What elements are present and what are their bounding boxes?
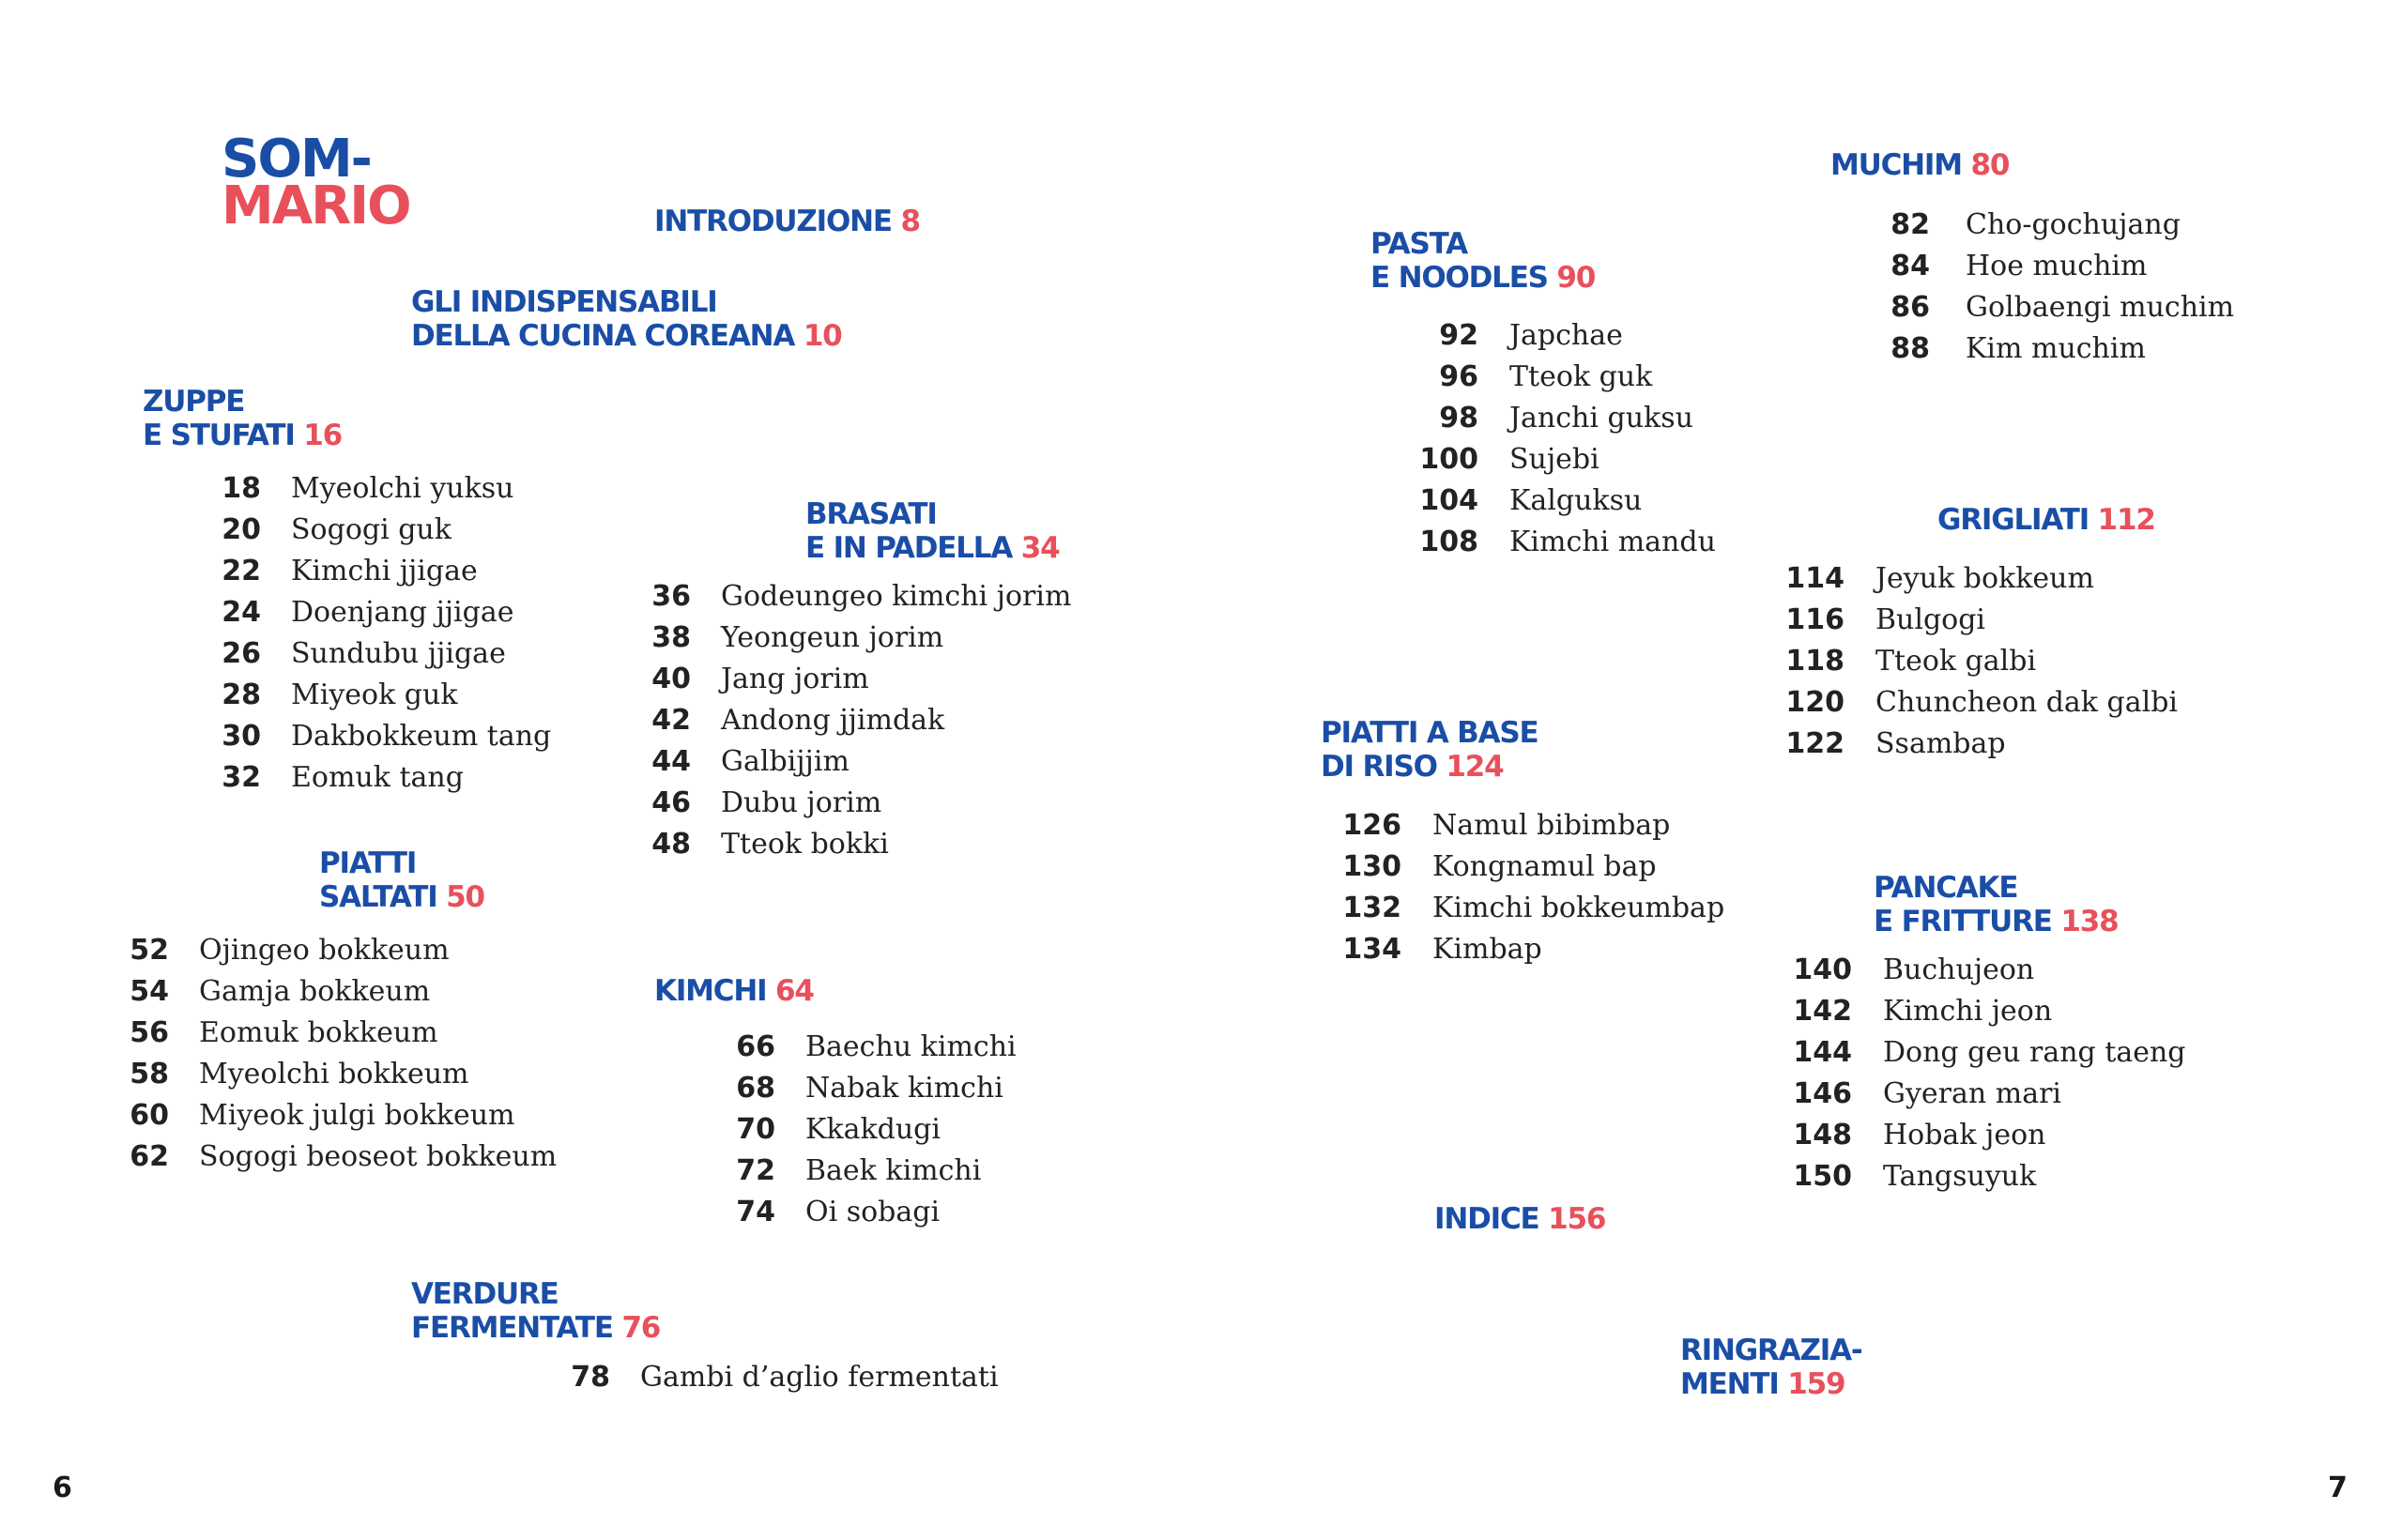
section-label: INTRODUZIONE [654, 205, 892, 238]
recipe-entry[interactable] [186, 513, 551, 555]
section-heading-zuppe[interactable] [143, 385, 342, 452]
recipe-name: Ssambap [1875, 727, 2006, 760]
recipe-name: Ojingeo bokkeum [199, 934, 450, 967]
recipe-entry[interactable] [1298, 809, 1724, 850]
recipe-page-number: 108 [1419, 526, 1478, 558]
recipe-page-number: 24 [222, 596, 261, 629]
section-heading-grigliati[interactable] [1937, 503, 2155, 537]
recipe-name: Gambi d’aglio fermentati [640, 1361, 999, 1394]
recipe-entry[interactable] [94, 1140, 557, 1182]
recipe-name: Sujebi [1509, 443, 1599, 476]
recipe-name: Baek kimchi [805, 1154, 982, 1187]
recipe-entry[interactable] [1375, 443, 1716, 484]
recipe-entry[interactable] [186, 637, 551, 679]
recipe-name: Dubu jorim [721, 786, 882, 819]
recipe-entry[interactable] [186, 720, 551, 761]
recipe-name: Tangsuyuk [1883, 1160, 2037, 1193]
recipe-page-number: 54 [130, 975, 169, 1008]
page-number-left: 6 [53, 1471, 72, 1504]
recipe-entry[interactable] [535, 1361, 999, 1402]
recipe-name: Japchae [1509, 319, 1623, 352]
recipe-page-number: 84 [1890, 250, 1930, 282]
recipe-entry[interactable] [186, 761, 551, 802]
section-page: 156 [1548, 1202, 1606, 1236]
recipe-entry[interactable] [616, 580, 1071, 621]
recipe-entry[interactable] [1749, 953, 2186, 995]
section-label: KIMCHI [654, 974, 767, 1008]
section-page: 8 [900, 205, 920, 238]
recipe-page-number: 104 [1419, 484, 1478, 517]
recipe-entry[interactable] [1827, 208, 2234, 250]
page-title [222, 129, 410, 237]
recipe-page-number: 120 [1785, 686, 1844, 719]
recipe-page-number: 150 [1793, 1160, 1852, 1193]
recipe-name: Hobak jeon [1883, 1119, 2046, 1151]
section-label-line-2: E IN PADELLA [805, 531, 1013, 565]
recipe-page-number: 72 [736, 1154, 775, 1187]
section-page: 80 [1970, 148, 2010, 182]
recipe-name: Dong geu rang taeng [1883, 1036, 2186, 1069]
recipe-page-number: 96 [1439, 360, 1478, 393]
recipe-entry[interactable] [1741, 727, 2178, 769]
recipe-name: Yeongeun jorim [721, 621, 944, 654]
recipe-name: Tteok galbi [1875, 645, 2037, 678]
section-label: MUCHIM [1830, 148, 1962, 182]
recipe-page-number: 142 [1793, 995, 1852, 1028]
recipe-page-number: 20 [222, 513, 261, 546]
recipe-page-number: 86 [1890, 291, 1930, 324]
recipe-entry[interactable] [700, 1030, 1017, 1072]
recipe-entry[interactable] [186, 555, 551, 596]
recipe-name: Kimchi bokkeumbap [1432, 892, 1725, 924]
recipe-name: Tteok guk [1509, 360, 1653, 393]
recipe-entry[interactable] [186, 596, 551, 637]
recipe-entry[interactable] [616, 828, 1071, 869]
section-label: INDICE [1434, 1202, 1539, 1236]
recipe-name: Kkakdugi [805, 1113, 941, 1146]
section-heading-kimchi[interactable] [654, 974, 814, 1008]
recipe-name: Golbaengi muchim [1966, 291, 2235, 324]
section-label-line-2: E FRITTURE [1874, 905, 2052, 938]
recipe-name: Kimchi mandu [1509, 526, 1716, 558]
recipe-page-number: 78 [571, 1361, 610, 1394]
section-label-line-2: E NOODLES [1370, 261, 1548, 295]
recipe-page-number: 70 [736, 1113, 775, 1146]
recipe-list-kimchi [700, 1030, 1017, 1237]
section-heading-indice[interactable] [1434, 1202, 1605, 1236]
section-page: 50 [446, 880, 484, 914]
recipe-name: Andong jjimdak [721, 704, 945, 737]
recipe-page-number: 42 [651, 704, 691, 737]
recipe-name: Kimchi jjigae [291, 555, 478, 587]
recipe-page-number: 30 [222, 720, 261, 753]
recipe-page-number: 146 [1793, 1077, 1852, 1110]
recipe-list-muchim [1827, 208, 2234, 374]
recipe-page-number: 46 [651, 786, 691, 819]
recipe-entry[interactable] [1298, 933, 1724, 974]
section-heading-riso[interactable] [1321, 716, 1538, 784]
section-page: 159 [1787, 1367, 1845, 1401]
recipe-page-number: 140 [1793, 953, 1852, 986]
section-page: 34 [1020, 531, 1060, 565]
recipe-entry[interactable] [1741, 686, 2178, 727]
recipe-page-number: 116 [1785, 603, 1844, 636]
recipe-page-number: 36 [651, 580, 691, 613]
recipe-entry[interactable] [186, 679, 551, 720]
recipe-page-number: 60 [130, 1099, 169, 1132]
recipe-name: Jeyuk bokkeum [1875, 562, 2094, 595]
section-label-line-1: PIATTI A BASE [1321, 716, 1538, 750]
recipe-page-number: 22 [222, 555, 261, 587]
section-heading-intro[interactable] [654, 205, 920, 238]
recipe-entry[interactable] [94, 1016, 557, 1058]
recipe-name: Jang jorim [721, 663, 869, 695]
recipe-page-number: 66 [736, 1030, 775, 1063]
recipe-entry[interactable] [1375, 484, 1716, 526]
section-label-line-1: PANCAKE [1874, 871, 2018, 905]
recipe-page-number: 62 [130, 1140, 169, 1173]
recipe-entry[interactable] [1749, 1119, 2186, 1160]
recipe-name: Tteok bokki [721, 828, 889, 861]
recipe-page-number: 56 [130, 1016, 169, 1049]
recipe-name: Miyeok guk [291, 679, 458, 711]
recipe-list-grigliati [1741, 562, 2178, 769]
recipe-entry[interactable] [616, 745, 1071, 786]
section-page: 124 [1446, 750, 1504, 784]
recipe-name: Nabak kimchi [805, 1072, 1003, 1105]
recipe-entry[interactable] [700, 1113, 1017, 1154]
recipe-list-riso [1298, 809, 1724, 974]
recipe-page-number: 32 [222, 761, 261, 794]
recipe-list-brasati [616, 580, 1071, 869]
recipe-name: Kongnamul bap [1432, 850, 1657, 883]
recipe-entry[interactable] [1827, 250, 2234, 291]
recipe-name: Kim muchim [1966, 332, 2146, 365]
recipe-name: Hoe muchim [1966, 250, 2148, 282]
recipe-name: Oi sobagi [805, 1196, 941, 1228]
section-heading-indispensabili[interactable] [411, 285, 842, 353]
recipe-entry[interactable] [616, 786, 1071, 828]
recipe-page-number: 68 [736, 1072, 775, 1105]
section-label-line-2: E STUFATI [143, 419, 295, 452]
recipe-name: Sogogi guk [291, 513, 452, 546]
recipe-list-pasta [1375, 319, 1716, 567]
recipe-page-number: 126 [1342, 809, 1401, 842]
recipe-page-number: 148 [1793, 1119, 1852, 1151]
recipe-entry[interactable] [1741, 562, 2178, 603]
title-line-1: SOM- [222, 129, 371, 190]
recipe-entry[interactable] [616, 621, 1071, 663]
recipe-entry[interactable] [616, 704, 1071, 745]
recipe-page-number: 132 [1342, 892, 1401, 924]
recipe-entry[interactable] [186, 472, 551, 513]
recipe-page-number: 52 [130, 934, 169, 967]
recipe-page-number: 48 [651, 828, 691, 861]
section-page: 112 [2097, 503, 2155, 537]
recipe-entry[interactable] [1827, 291, 2234, 332]
recipe-page-number: 58 [130, 1058, 169, 1090]
section-label-line-1: RINGRAZIA- [1680, 1334, 1862, 1367]
recipe-name: Janchi guksu [1509, 402, 1693, 435]
recipe-name: Bulgogi [1875, 603, 1986, 636]
recipe-name: Namul bibimbap [1432, 809, 1671, 842]
recipe-page-number: 82 [1890, 208, 1930, 241]
recipe-name: Kalguksu [1509, 484, 1643, 517]
recipe-name: Sundubu jjigae [291, 637, 506, 670]
recipe-page-number: 100 [1419, 443, 1478, 476]
section-page: 64 [775, 974, 814, 1008]
recipe-name: Gamja bokkeum [199, 975, 431, 1008]
recipe-name: Gyeran mari [1883, 1077, 2062, 1110]
section-heading-ringraziamenti[interactable] [1680, 1334, 1862, 1401]
section-page: 76 [621, 1311, 661, 1345]
recipe-entry[interactable] [1827, 332, 2234, 374]
section-label: GRIGLIATI [1937, 503, 2089, 537]
section-label-line-1: VERDURE [411, 1277, 559, 1311]
section-label-line-2: FERMENTATE [411, 1311, 613, 1345]
recipe-entry[interactable] [1298, 892, 1724, 933]
recipe-entry[interactable] [1375, 319, 1716, 360]
recipe-name: Godeungeo kimchi jorim [721, 580, 1072, 613]
recipe-page-number: 92 [1439, 319, 1478, 352]
section-label-line-1: ZUPPE [143, 385, 245, 419]
recipe-page-number: 98 [1439, 402, 1478, 435]
recipe-page-number: 26 [222, 637, 261, 670]
recipe-entry[interactable] [1749, 1036, 2186, 1077]
recipe-name: Chuncheon dak galbi [1875, 686, 2179, 719]
recipe-name: Myeolchi bokkeum [199, 1058, 469, 1090]
section-page: 90 [1556, 261, 1596, 295]
section-heading-muchim[interactable] [1830, 148, 2009, 182]
recipe-list-pancake [1749, 953, 2186, 1201]
recipe-entry[interactable] [1749, 995, 2186, 1036]
section-label-line-1: BRASATI [805, 497, 937, 531]
section-page: 16 [303, 419, 343, 452]
section-label-line-1: PASTA [1370, 227, 1467, 261]
section-label-line-2: MENTI [1680, 1367, 1779, 1401]
recipe-entry[interactable] [700, 1072, 1017, 1113]
recipe-name: Dakbokkeum tang [291, 720, 552, 753]
section-label-line-2: DI RISO [1321, 750, 1437, 784]
recipe-entry[interactable] [94, 1058, 557, 1099]
section-label-line-1: PIATTI [319, 846, 417, 880]
recipe-name: Buchujeon [1883, 953, 2035, 986]
recipe-name: Myeolchi yuksu [291, 472, 514, 505]
section-heading-verdure[interactable] [411, 1277, 660, 1345]
recipe-entry[interactable] [1749, 1077, 2186, 1119]
recipe-page-number: 18 [222, 472, 261, 505]
recipe-page-number: 88 [1890, 332, 1930, 365]
recipe-name: Kimbap [1432, 933, 1542, 966]
recipe-page-number: 40 [651, 663, 691, 695]
recipe-entry[interactable] [1375, 526, 1716, 567]
recipe-list-saltati [94, 934, 557, 1182]
section-label-line-2: DELLA CUCINA COREANA [411, 319, 795, 353]
recipe-name: Baechu kimchi [805, 1030, 1017, 1063]
recipe-page-number: 28 [222, 679, 261, 711]
recipe-name: Eomuk tang [291, 761, 464, 794]
recipe-entry[interactable] [1741, 645, 2178, 686]
recipe-name: Sogogi beoseot bokkeum [199, 1140, 558, 1173]
recipe-entry[interactable] [616, 663, 1071, 704]
section-page: 10 [803, 319, 842, 353]
recipe-page-number: 130 [1342, 850, 1401, 883]
recipe-page-number: 74 [736, 1196, 775, 1228]
recipe-entry[interactable] [94, 975, 557, 1016]
recipe-page-number: 122 [1785, 727, 1844, 760]
recipe-entry[interactable] [1749, 1160, 2186, 1201]
section-heading-saltati[interactable] [319, 846, 484, 914]
recipe-entry[interactable] [94, 934, 557, 975]
recipe-page-number: 38 [651, 621, 691, 654]
recipe-page-number: 144 [1793, 1036, 1852, 1069]
section-label-line-1: GLI INDISPENSABILI [411, 285, 717, 319]
recipe-name: Kimchi jeon [1883, 995, 2053, 1028]
recipe-name: Miyeok julgi bokkeum [199, 1099, 515, 1132]
section-label-line-2: SALTATI [319, 880, 437, 914]
recipe-page-number: 114 [1785, 562, 1844, 595]
recipe-page-number: 118 [1785, 645, 1844, 678]
recipe-entry[interactable] [1298, 850, 1724, 892]
recipe-entry[interactable] [94, 1099, 557, 1140]
recipe-page-number: 44 [651, 745, 691, 778]
recipe-entry[interactable] [700, 1154, 1017, 1196]
recipe-entry[interactable] [700, 1196, 1017, 1237]
recipe-entry[interactable] [1375, 402, 1716, 443]
recipe-name: Galbijjim [721, 745, 849, 778]
section-heading-pasta[interactable] [1370, 227, 1595, 295]
page-number-right: 7 [2328, 1471, 2348, 1504]
title-line-2: MARIO [222, 175, 410, 237]
section-page: 138 [2060, 905, 2119, 938]
recipe-list-zuppe [186, 472, 551, 802]
recipe-name: Doenjang jjigae [291, 596, 514, 629]
recipe-page-number: 134 [1342, 933, 1401, 966]
section-heading-pancake[interactable] [1874, 871, 2119, 938]
recipe-entry[interactable] [1375, 360, 1716, 402]
recipe-list-verdure [535, 1361, 999, 1402]
recipe-name: Eomuk bokkeum [199, 1016, 438, 1049]
section-heading-brasati[interactable] [805, 497, 1059, 565]
recipe-name: Cho-gochujang [1966, 208, 2181, 241]
recipe-entry[interactable] [1741, 603, 2178, 645]
